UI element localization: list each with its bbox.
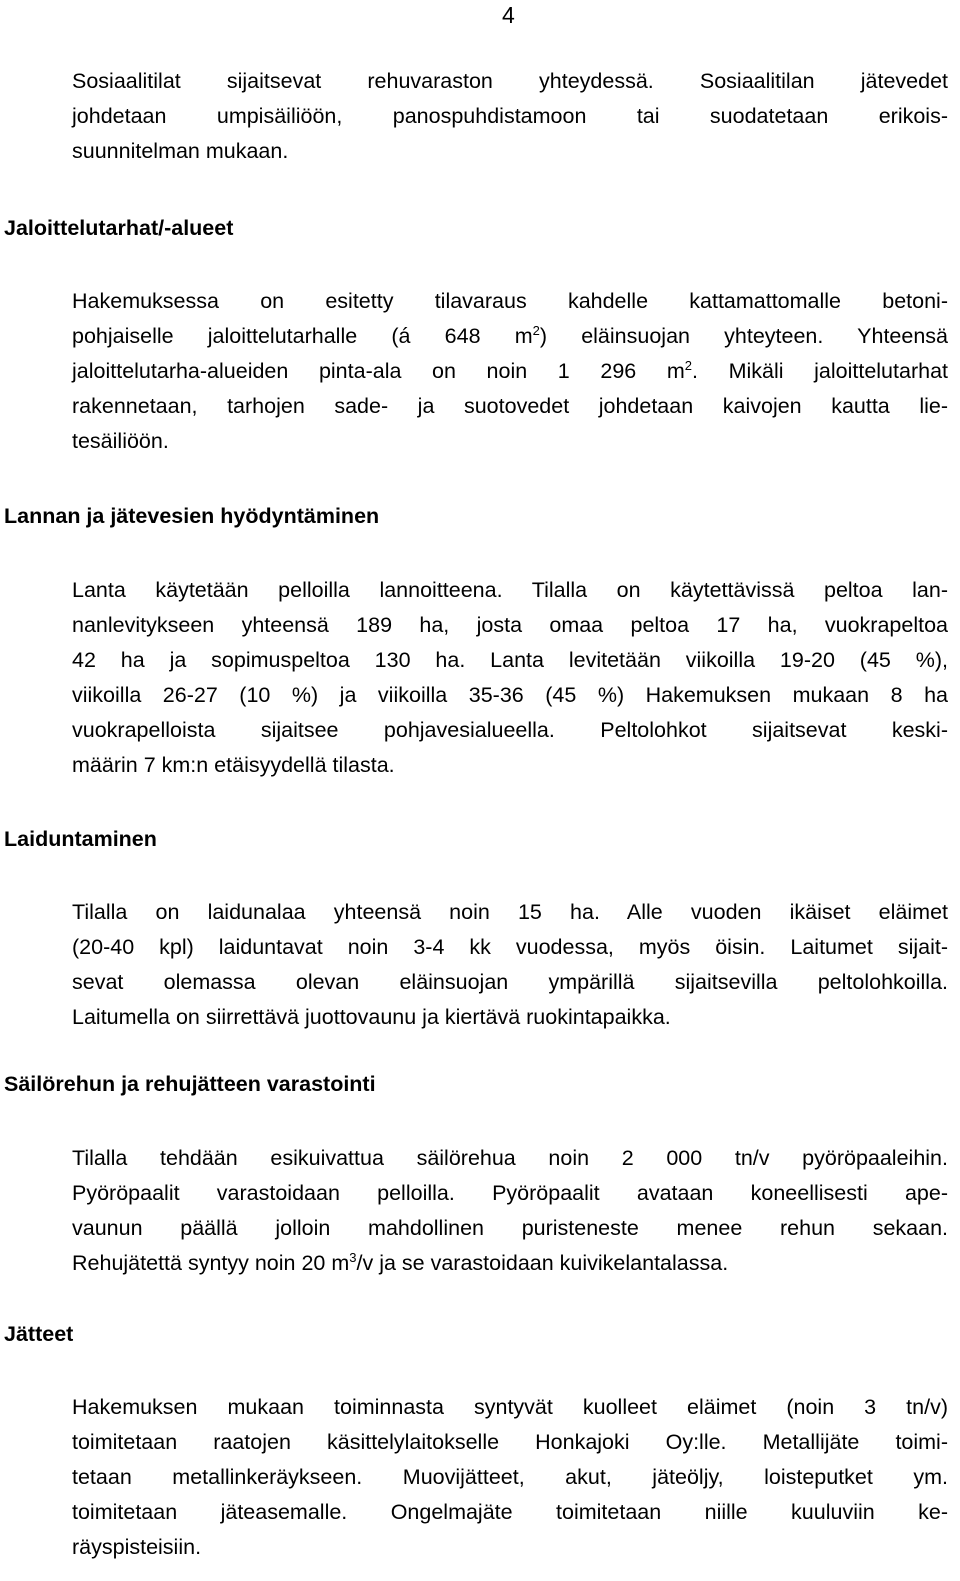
text-line: Hakemuksen mukaan toiminnasta syntyvät kuolleet eläimet (noin 3 tn/v) xyxy=(72,1395,948,1419)
laiduntaminen-paragraph xyxy=(72,895,948,1035)
text-segment: pohjaiselle jaloittelutarhalle (á 648 m xyxy=(72,324,533,348)
text-line: (20-40 kpl) laiduntavat noin 3-4 kk vuodessa, myös öisin. Laitumet sijait- xyxy=(72,935,948,959)
superscript: 2 xyxy=(684,358,692,373)
heading-laiduntaminen: Laiduntaminen xyxy=(4,827,157,851)
text-line xyxy=(72,354,948,389)
superscript: 2 xyxy=(532,323,540,338)
text-segment: jaloittelutarha-alueiden pinta-ala on noin 1 296 m xyxy=(72,359,685,383)
text-segment: . Mikäli jaloittelutarhat xyxy=(692,359,948,383)
text-line: Tilalla tehdään esikuivattua säilörehua noin 2 000 tn/v pyöröpaaleihin. xyxy=(72,1146,948,1170)
text-line: Hakemuksessa on esitetty tilavaraus kahdelle kattamattomalle betoni- xyxy=(72,289,948,313)
text-line: tesäiliöön. xyxy=(72,429,169,453)
text-line: toimitetaan raatojen käsittelylaitokselle Honkajoki Oy:lle. Metallijäte toimi- xyxy=(72,1430,948,1454)
text-line: sevat olemassa olevan eläinsuojan ympärillä sijaitsevilla peltolohkoilla. xyxy=(72,970,948,994)
text-line: Pyöröpaalit varastoidaan pelloilla. Pyöröpaalit avataan koneellisesti ape- xyxy=(72,1181,948,1205)
text-line: Laitumella on siirrettävä juottovaunu ja kiertävä ruokintapaikka. xyxy=(72,1005,671,1029)
text-line: johdetaan umpisäiliöön, panospuhdistamoon tai suodatetaan erikois- xyxy=(72,104,948,128)
text-line: määrin 7 km:n etäisyydellä tilasta. xyxy=(72,753,395,777)
text-line: rakennetaan, tarhojen sade- ja suotovedet johdetaan kaivojen kautta lie- xyxy=(72,394,948,418)
jatteet-paragraph xyxy=(72,1390,948,1565)
text-line: Lanta käytetään pelloilla lannoitteena. Tilalla on käytettävissä peltoa lan- xyxy=(72,578,948,602)
text-line: suunnitelman mukaan. xyxy=(72,139,289,163)
heading-lannan-hyodyntaminen: Lannan ja jätevesien hyödyntäminen xyxy=(4,504,380,528)
text-line: nanlevitykseen yhteensä 189 ha, josta omaa peltoa 17 ha, vuokrapeltoa xyxy=(72,613,948,637)
text-line: 42 ha ja sopimuspeltoa 130 ha. Lanta levitetään viikoilla 19-20 (45 %), xyxy=(72,648,948,672)
text-line: Sosiaalitilat sijaitsevat rehuvaraston yhteydessä. Sosiaalitilan jätevedet xyxy=(72,69,948,93)
text-line: vaunun päällä jolloin mahdollinen puristeneste menee rehun sekaan. xyxy=(72,1216,948,1240)
heading-jaloittelutarhat: Jaloittelutarhat/-alueet xyxy=(4,216,234,240)
text-line: tetaan metallinkeräykseen. Muovijätteet, akut, jäteöljy, loisteputket ym. xyxy=(72,1465,948,1489)
text-segment: Rehujätettä syntyy noin 20 m xyxy=(72,1251,350,1275)
text-line: toimitetaan jäteasemalle. Ongelmajäte toimitetaan niille kuuluviin ke- xyxy=(72,1500,948,1524)
text-segment: /v ja se varastoidaan kuivikelantalassa. xyxy=(356,1251,729,1275)
heading-sailorehu: Säilörehun ja rehujätteen varastointi xyxy=(4,1072,376,1096)
intro-paragraph xyxy=(72,64,948,169)
text-line: räyspisteisiin. xyxy=(72,1535,202,1559)
text-line xyxy=(72,319,948,354)
jaloittelutarhat-paragraph xyxy=(72,284,948,459)
text-segment: ) eläinsuojan yhteyteen. Yhteensä xyxy=(539,324,949,348)
text-line: viikoilla 26-27 (10 %) ja viikoilla 35-36 (45 %) Hakemuksen mukaan 8 ha xyxy=(72,683,948,707)
text-line xyxy=(72,1246,948,1281)
heading-jatteet: Jätteet xyxy=(4,1322,74,1346)
text-line: Tilalla on laidunalaa yhteensä noin 15 ha. Alle vuoden ikäiset eläimet xyxy=(72,900,948,924)
sailorehu-paragraph xyxy=(72,1141,948,1281)
superscript: 3 xyxy=(349,1250,357,1265)
text-line: vuokrapelloista sijaitsee pohjavesialueella. Peltolohkot sijaitsevat keski- xyxy=(72,718,948,742)
lanta-paragraph xyxy=(72,573,948,783)
page-number: 4 xyxy=(502,2,515,28)
